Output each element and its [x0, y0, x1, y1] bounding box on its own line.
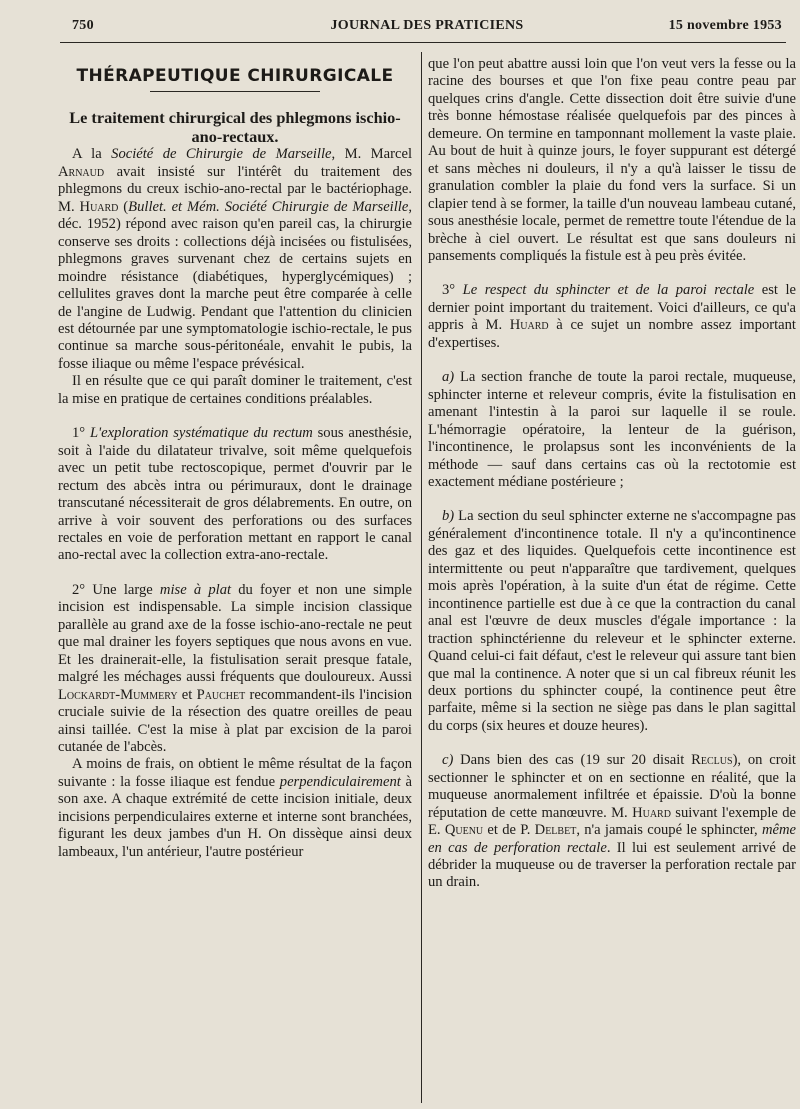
- text: du foyer et non une simple incision est indispensable. La simple incision classique parallèle au grand axe de la fosse ischio-ano-rectale ne peut que mal drainer les foyers septiques que nous avons en vue. Et les drainerait-elle, la fistulisation serait presque fatale, malgré les méchages aussi fréquents que douloureux. Aussi: [58, 581, 412, 686]
- text: A la: [72, 146, 112, 163]
- text: 2° Une large: [72, 581, 160, 598]
- list-marker: c): [442, 752, 454, 769]
- text: et: [177, 686, 197, 703]
- text: 1°: [72, 425, 90, 442]
- citation: Bullet. et Mém. Société Chirurgie de Marseille: [128, 198, 409, 215]
- journal-title: JOURNAL DES PRATICIENS: [330, 18, 524, 33]
- text: , déc. 1952) répond avec raison qu'en pareil cas, la chirurgie conserve ses droits : collections déjà incisées ou fistulisées, phlegmons graves survenant chez de certains sujets en moindre résistance (diabétiques, hyperglycémiques) ; cellulites graves dont la marche peut être comparée à celle de l'angine de Ludwig. Pendant que l'attention du clinicien est détournée par une symptomatologie ischio-rectale, le pus continue sa marche sous-péritonéale, envahit le pubis, la fosse iliaque ou même l'espace prévésical.: [58, 198, 412, 372]
- paragraph-continuation: que l'on peut abattre aussi loin que l'on veut vers la fesse ou la racine des bourses et que l'on fixe peau contre peau par quelques crins d'angle. Cette dissection doit être suivie d'une très bonne hémostase réalisée quelquefois par des pinces à demeure. On termine en tamponnant mollement la vaste plaie. Au bout de huit à quinze jours, le foyer suppurant est détergé et sans mèches ni douleurs, il n'y a qu'à laisser le tissu de granulation combler la plaie du fond vers la surface. Si un clapier tend à se former, la taille d'un nouveau lambeau cutané, sous anesthésie locale, permet de remettre toute l'étendue de la brèche à ciel ouvert. Le résultat est que sans douleurs ni pansements compliqués la fistule est à peu près évitée.: [428, 56, 796, 264]
- running-head: [72, 18, 782, 38]
- paragraph-mise-a-plat: [58, 582, 412, 757]
- author-name: Arnaud: [58, 163, 105, 180]
- article-title: Le traitement chirurgical des phlegmons ischio-ano-rectaux.: [69, 108, 401, 147]
- emphasis: L'exploration systématique du rectum: [89, 425, 313, 442]
- author-name: Huard: [79, 198, 119, 215]
- right-column: [428, 56, 796, 892]
- text: , n'a jamais coupé le sphincter,: [576, 822, 762, 839]
- text: 3°: [442, 282, 463, 299]
- text: Dans bien des cas (19 sur 20 disait: [453, 752, 692, 769]
- paragraph-exploration: [58, 425, 412, 565]
- emphasis: Le respect du sphincter et de la paroi rectale: [462, 282, 755, 299]
- text: sous anesthésie, soit à l'aide du dilatateur trivalve, soit même quelquefois avec un petit tube rectoscopique, permet d'ouvrir par le rectum des abcès intra ou périmuraux, dont le drainage transcutané nécessiterait de gros délabrements. En outre, on arrive à voir souvent des perforations ou des surfaces rectales en voie de perforation mettant en rapport le canal ano-rectal avec la collection extra-ano-rectale.: [58, 425, 412, 564]
- text: (: [118, 198, 129, 215]
- author-name: Pauchet: [196, 686, 246, 703]
- paragraph-sphincter: [428, 282, 796, 352]
- emphasis: même en cas de perforation rectale: [428, 822, 796, 856]
- list-marker: b): [442, 508, 455, 525]
- text: . Il lui est seulement arrivé de débrider la muqueuse ou de traverser la perforation rectale par un drain.: [428, 839, 796, 891]
- emphasis: perpendiculairement: [279, 773, 401, 790]
- author-name: Quenu: [444, 822, 484, 839]
- text: La section du seul sphincter externe ne s'accompagne pas généralement d'incontinence totale. Il n'y a qu'incontinence des gaz et des liquides. Quelquefois cette incontinence est intermittente ou peut n'apparaître que tardivement, quelques mois après l'opération, à la suite d'un état de régime. Cette incontinence partielle est due à ce que la contraction du canal anal est l'œuvre de deux muscles d'égale importance : la traction sphinctérienne du releveur et le sphincter externe. Quand celui-ci fait défaut, c'est le releveur qui assure tant bien que mal la continence. A noter que si un cal fibreux réunit les deux portions du sphincter coupé, la continence peut être parfaite, même si la section ne siège pas dans le plan sagittal du corps (six heures et douze heures).: [428, 508, 796, 734]
- author-name: Reclus: [691, 752, 733, 769]
- paragraph-point-a: [428, 369, 796, 491]
- author-name: Lockardt-Mummery: [58, 686, 178, 703]
- paragraph-intro: [58, 146, 412, 373]
- paragraph-point-b: [428, 508, 796, 735]
- paragraph-technique: [58, 756, 412, 861]
- text: suivant l'exemple de E.: [428, 804, 797, 839]
- paragraph-point-c: [428, 752, 796, 892]
- text: et de P.: [483, 822, 535, 839]
- section-title: THÉRAPEUTIQUE CHIRURGICALE: [76, 66, 394, 86]
- text: avait insisté sur l'intérêt du traitement des phlegmons du creux ischio-ano-rectal par le bactériophage. M.: [58, 163, 412, 215]
- author-name: Huard: [632, 804, 671, 821]
- page-number: 750: [72, 18, 94, 33]
- paragraph-conditions: Il en résulte que ce qui paraît dominer le traitement, c'est la mise en pratique de certaines conditions préalables.: [58, 373, 412, 407]
- emphasis: mise à plat: [159, 581, 232, 598]
- column-divider: [421, 52, 422, 1103]
- text: ), on croit sectionner le sphincter et on en sectionne en réalité, que la muqueuse anormalement infiltrée et épaissie. D'où la bonne réputation de cette manœuvre. M.: [428, 752, 796, 821]
- issue-date: 15 novembre 1953: [668, 18, 782, 33]
- author-name: Delbet: [534, 822, 577, 839]
- text: La section franche de toute la paroi rectale, muqueuse, sphincter interne et releveur compris, évite la fistulisation en amenant l'intestin à la paroi sur laquelle il se roule. L'hémorragie opératoire, la lenteur de la guérison, l'incontinence, le prolapsus sont les inconvénients de la méthode — sauf dans certains cas où la rectotomie est exactement médiane postérieure ;: [428, 369, 796, 490]
- author-name: Huard: [509, 317, 549, 334]
- text: recommandent-ils l'incision cruciale suivie de la résection des quatre oreilles de peau ainsi taillée. C'est la mise à plat par excision de la paroi cutanée de l'abcès.: [58, 686, 412, 755]
- society-name: Société de Chirurgie de Marseille: [111, 146, 332, 163]
- header-rule: [60, 42, 786, 43]
- text: à ce sujet un nombre assez important d'expertises.: [428, 317, 796, 351]
- text: à son axe. A chaque extrémité de cette incision initiale, deux incisions perpendiculaires externe et interne sont branchées, figurant les deux jambes d'un H. On dissèque ainsi deux lambeaux, l'un antérieur, l'autre postérieur: [58, 773, 412, 860]
- text: est le dernier point important du traitement. Voici d'ailleurs, ce qu'a appris à M.: [428, 282, 796, 334]
- section-title-rule: [150, 91, 320, 92]
- list-marker: a): [442, 369, 455, 386]
- text: , M. Marcel: [331, 146, 412, 163]
- left-column: [58, 56, 412, 861]
- text: A moins de frais, on obtient le même résultat de la façon suivante : la fosse iliaque est fendue: [58, 756, 412, 790]
